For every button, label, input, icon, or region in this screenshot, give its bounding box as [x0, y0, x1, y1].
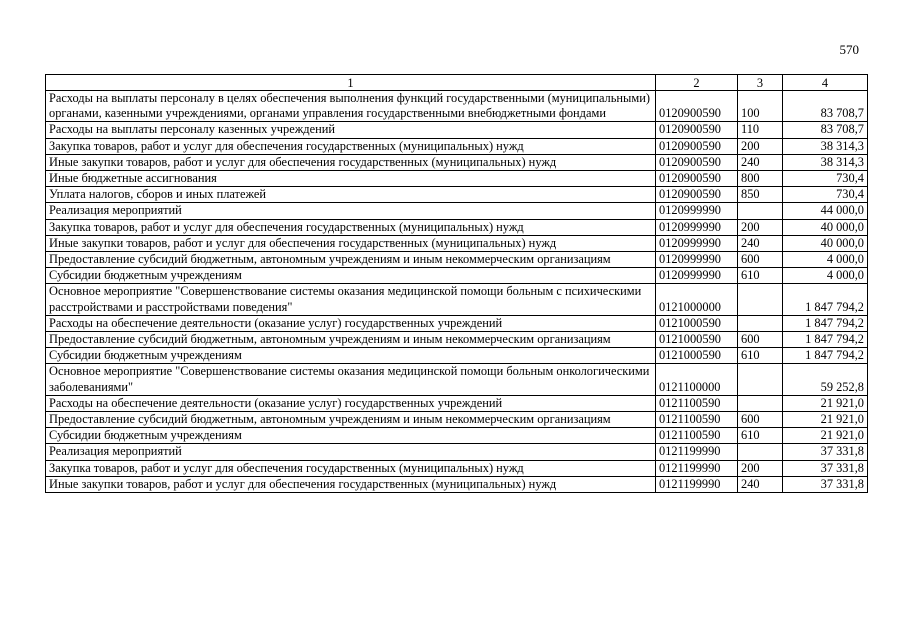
row-expense-type — [738, 444, 783, 460]
table-row — [46, 154, 868, 170]
row-amount: 1 847 794,2 — [783, 348, 868, 364]
row-amount: 37 331,8 — [783, 460, 868, 476]
row-target-code: 0121100000 — [656, 364, 738, 395]
row-expense-type: 600 — [738, 332, 783, 348]
table-row — [46, 460, 868, 476]
row-expense-type — [738, 203, 783, 219]
row-name: Расходы на выплаты персоналу в целях обеспечения выполнения функций государственными (муниципальными) органами, казенными учреждениями, органами управления государственными внебюджетными фондами — [46, 91, 656, 122]
row-amount: 83 708,7 — [783, 122, 868, 138]
row-target-code: 0121199990 — [656, 444, 738, 460]
row-expense-type: 200 — [738, 219, 783, 235]
row-name: Основное мероприятие "Совершенствование системы оказания медицинской помощи больным онкологическими заболеваниями" — [46, 364, 656, 395]
row-name: Иные бюджетные ассигнования — [46, 171, 656, 187]
row-name: Реализация мероприятий — [46, 444, 656, 460]
row-target-code: 0121000590 — [656, 315, 738, 331]
table-row — [46, 219, 868, 235]
row-target-code: 0121100590 — [656, 395, 738, 411]
row-name: Предоставление субсидий бюджетным, автономным учреждениям и иным некоммерческим организациям — [46, 332, 656, 348]
row-expense-type: 610 — [738, 268, 783, 284]
table-row — [46, 122, 868, 138]
row-name: Расходы на обеспечение деятельности (оказание услуг) государственных учреждений — [46, 395, 656, 411]
row-target-code: 0121100590 — [656, 412, 738, 428]
table-row — [46, 395, 868, 411]
row-amount: 1 847 794,2 — [783, 284, 868, 315]
row-expense-type: 240 — [738, 235, 783, 251]
row-expense-type: 800 — [738, 171, 783, 187]
row-name: Иные закупки товаров, работ и услуг для обеспечения государственных (муниципальных) нужд — [46, 476, 656, 492]
row-name: Иные закупки товаров, работ и услуг для обеспечения государственных (муниципальных) нужд — [46, 154, 656, 170]
table-row — [46, 412, 868, 428]
row-name: Основное мероприятие "Совершенствование системы оказания медицинской помощи больным с психическими расстройствами и расстройствами поведения" — [46, 284, 656, 315]
row-amount: 40 000,0 — [783, 219, 868, 235]
table-row — [46, 315, 868, 331]
row-expense-type: 600 — [738, 412, 783, 428]
table-row — [46, 91, 868, 122]
row-name: Закупка товаров, работ и услуг для обеспечения государственных (муниципальных) нужд — [46, 138, 656, 154]
row-expense-type: 240 — [738, 476, 783, 492]
row-amount: 59 252,8 — [783, 364, 868, 395]
row-target-code: 0120900590 — [656, 91, 738, 122]
row-expense-type: 850 — [738, 187, 783, 203]
row-target-code: 0121199990 — [656, 460, 738, 476]
row-expense-type: 610 — [738, 348, 783, 364]
table-row — [46, 252, 868, 268]
table-row — [46, 332, 868, 348]
row-target-code: 0121000590 — [656, 332, 738, 348]
table-row — [46, 476, 868, 492]
row-name: Расходы на обеспечение деятельности (оказание услуг) государственных учреждений — [46, 315, 656, 331]
table-row — [46, 348, 868, 364]
row-amount: 21 921,0 — [783, 395, 868, 411]
row-name: Предоставление субсидий бюджетным, автономным учреждениям и иным некоммерческим организациям — [46, 252, 656, 268]
row-amount: 730,4 — [783, 171, 868, 187]
row-amount: 38 314,3 — [783, 138, 868, 154]
table-row — [46, 268, 868, 284]
row-name: Уплата налогов, сборов и иных платежей — [46, 187, 656, 203]
row-target-code: 0120900590 — [656, 154, 738, 170]
row-expense-type — [738, 315, 783, 331]
row-target-code: 0120900590 — [656, 138, 738, 154]
row-amount: 38 314,3 — [783, 154, 868, 170]
row-expense-type: 600 — [738, 252, 783, 268]
row-amount: 37 331,8 — [783, 476, 868, 492]
row-target-code: 0121000590 — [656, 348, 738, 364]
row-target-code: 0121199990 — [656, 476, 738, 492]
table-row — [46, 235, 868, 251]
row-target-code: 0121000000 — [656, 284, 738, 315]
row-name: Предоставление субсидий бюджетным, автономным учреждениям и иным некоммерческим организациям — [46, 412, 656, 428]
row-name: Субсидии бюджетным учреждениям — [46, 348, 656, 364]
row-amount: 730,4 — [783, 187, 868, 203]
row-name: Реализация мероприятий — [46, 203, 656, 219]
row-target-code: 0120999990 — [656, 219, 738, 235]
budget-table — [45, 74, 868, 493]
row-amount: 83 708,7 — [783, 91, 868, 122]
table-body — [46, 91, 868, 493]
row-amount: 1 847 794,2 — [783, 315, 868, 331]
row-amount: 37 331,8 — [783, 444, 868, 460]
table-header-row — [46, 75, 868, 91]
row-name: Закупка товаров, работ и услуг для обеспечения государственных (муниципальных) нужд — [46, 219, 656, 235]
row-expense-type: 200 — [738, 460, 783, 476]
row-name: Субсидии бюджетным учреждениям — [46, 428, 656, 444]
row-target-code: 0120999990 — [656, 235, 738, 251]
row-expense-type — [738, 364, 783, 395]
row-expense-type: 240 — [738, 154, 783, 170]
row-name: Субсидии бюджетным учреждениям — [46, 268, 656, 284]
table-row — [46, 187, 868, 203]
table-row — [46, 284, 868, 315]
row-amount: 4 000,0 — [783, 252, 868, 268]
row-expense-type: 610 — [738, 428, 783, 444]
column-header-type: 3 — [738, 75, 783, 91]
row-expense-type — [738, 395, 783, 411]
row-name: Расходы на выплаты персоналу казенных учреждений — [46, 122, 656, 138]
row-amount: 1 847 794,2 — [783, 332, 868, 348]
table-row — [46, 203, 868, 219]
row-name: Иные закупки товаров, работ и услуг для обеспечения государственных (муниципальных) нужд — [46, 235, 656, 251]
table-row — [46, 444, 868, 460]
row-target-code: 0120999990 — [656, 268, 738, 284]
row-target-code: 0121100590 — [656, 428, 738, 444]
table-row — [46, 364, 868, 395]
table-row — [46, 138, 868, 154]
row-expense-type: 100 — [738, 91, 783, 122]
row-amount: 40 000,0 — [783, 235, 868, 251]
row-target-code: 0120900590 — [656, 122, 738, 138]
row-name: Закупка товаров, работ и услуг для обеспечения государственных (муниципальных) нужд — [46, 460, 656, 476]
column-header-code: 2 — [656, 75, 738, 91]
row-target-code: 0120999990 — [656, 252, 738, 268]
column-header-name: 1 — [46, 75, 656, 91]
row-target-code: 0120900590 — [656, 187, 738, 203]
row-expense-type — [738, 284, 783, 315]
row-target-code: 0120900590 — [656, 171, 738, 187]
row-amount: 21 921,0 — [783, 412, 868, 428]
row-amount: 4 000,0 — [783, 268, 868, 284]
row-amount: 21 921,0 — [783, 428, 868, 444]
column-header-amount: 4 — [783, 75, 868, 91]
table-row — [46, 171, 868, 187]
row-amount: 44 000,0 — [783, 203, 868, 219]
table-row — [46, 428, 868, 444]
row-target-code: 0120999990 — [656, 203, 738, 219]
row-expense-type: 200 — [738, 138, 783, 154]
row-expense-type: 110 — [738, 122, 783, 138]
page-number: 570 — [839, 42, 859, 57]
